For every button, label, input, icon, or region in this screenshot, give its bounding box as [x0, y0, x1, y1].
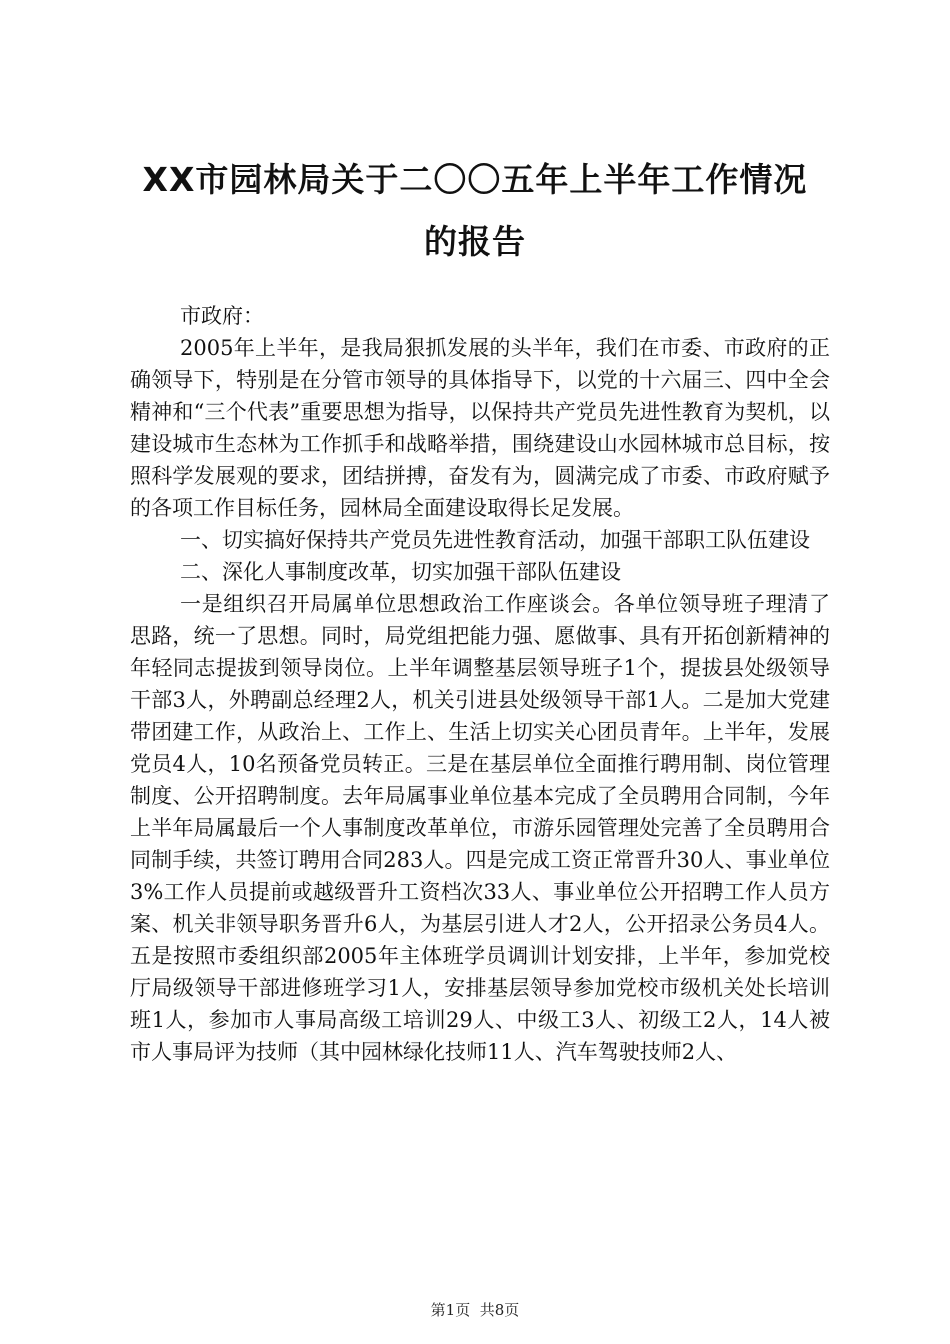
page-total: 共8页	[479, 1301, 520, 1319]
document-title-line-2: 的报告	[424, 222, 526, 261]
paragraph-personnel: 一是组织召开局属单位思想政治工作座谈会。各单位领导班子理清了思路，统一了思想。同时，局党组把能力强、愿做事、具有开拓创新精神的年轻同志提拔到领导岗位。上半年调整基层领导班子1个，提拔县处级领导干部3人，外聘副总经理2人，机关引进县处级领导干部1人。二是加大党建带团建工作，从政治上、工作上、生活上切实关心团员青年。上半年，发展党员4人，10名预备党员转正。三是在基层单位全面推行聘用制、岗位管理制度、公开招聘制度。去年局属事业单位基本完成了全员聘用合同制，今年上半年局属最后一个人事制度改革单位，市游乐园管理处完善了全员聘用合同制手续，共签订聘用合同283人。四是完成工资正常晋升30人、事业单位3%工作人员提前或越级晋升工资档次33人、事业单位公开招聘工作人员方案、机关非领导职务晋升6人，为基层引进人才2人，公开招录公务员4人。五是按照市委组织部2005年主体班学员调训计划安排，上半年，参加党校厅局级领导干部进修班学习1人，安排基层领导参加党校市级机关处长培训班1人，参加市人事局高级工培训29人、中级工3人、初级工2人，14人被市人事局评为技师（其中园林绿化技师11人、汽车驾驶技师2人、	[130, 592, 830, 1064]
paragraph-intro: 2005年上半年，是我局狠抓发展的头半年，我们在市委、市政府的正确领导下，特别是在分管市领导的具体指导下，以党的十六届三、四中全会精神和“三个代表”重要思想为指导，以保持共产党员先进性教育为契机，以建设城市生态林为工作抓手和战略举措，围绕建设山水园林城市总目标，按照科学发展观的要求，团结拼搏，奋发有为，圆满完成了市委、市政府赋予的各项工作目标任务，园林局全面建设取得长足发展。	[130, 336, 830, 520]
document-body	[130, 300, 830, 1068]
page-number: 第1页	[430, 1301, 471, 1319]
salutation: 市政府：	[180, 304, 264, 328]
document-title-line-1: XX市园林局关于二〇〇五年上半年工作情况	[142, 160, 808, 199]
page-footer	[0, 1300, 950, 1320]
section-heading-2: 二、深化人事制度改革，切实加强干部队伍建设	[180, 560, 621, 584]
section-heading-1: 一、切实搞好保持共产党员先进性教育活动，加强干部职工队伍建设	[180, 528, 810, 552]
